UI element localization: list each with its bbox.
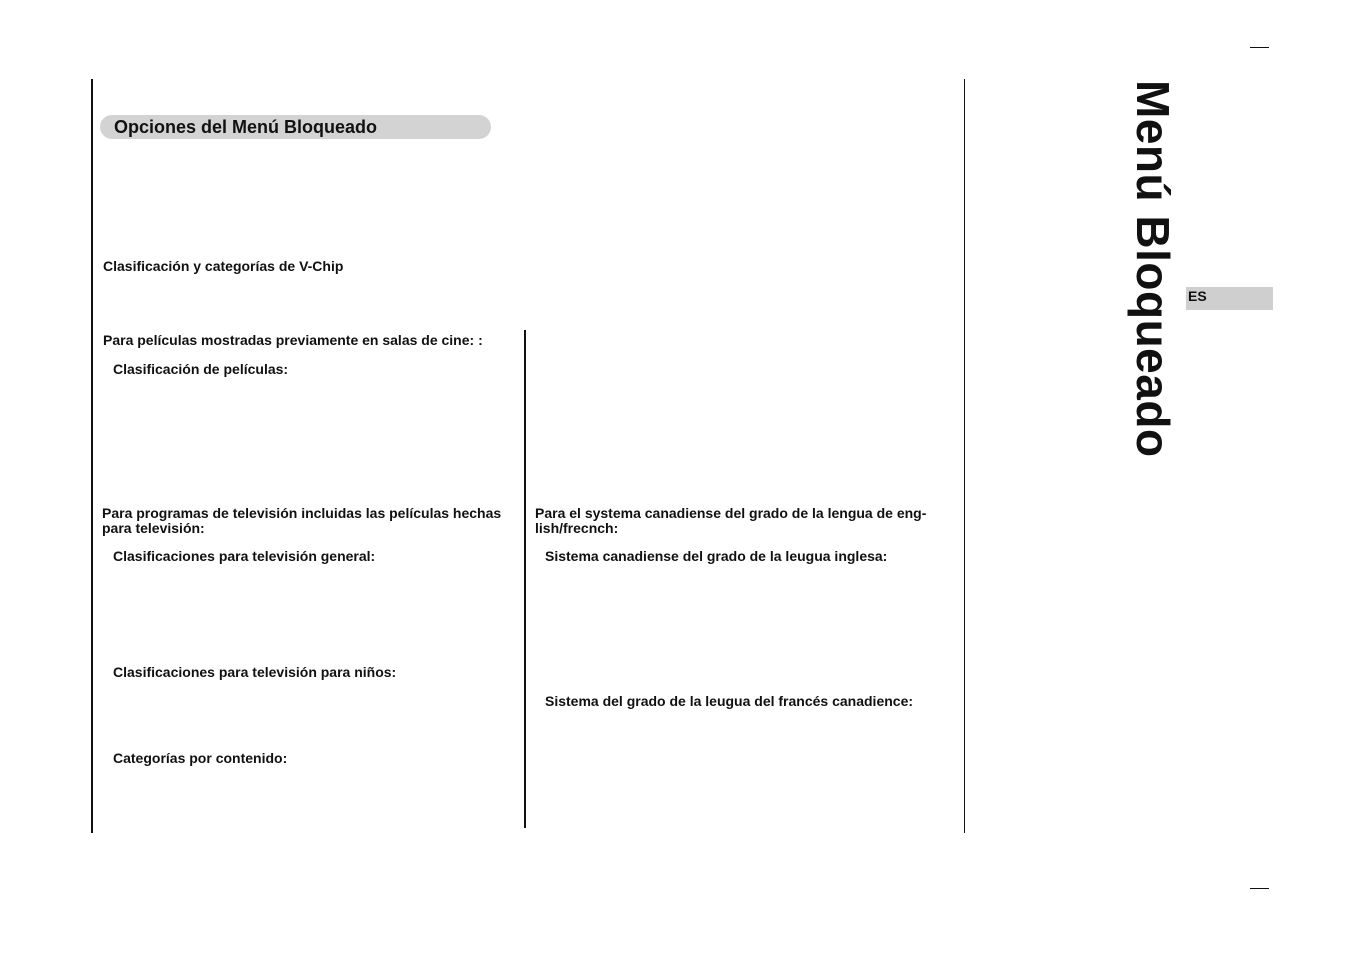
tv-programs-heading: Para programas de televisión incluidas las películas hechas para televisión:	[102, 505, 502, 536]
french-canadian-system-heading: Sistema del grado de la leugua del francés canadience:	[545, 693, 914, 709]
tv-general-ratings-heading: Clasificaciones para televisión general:	[113, 548, 376, 564]
english-canadian-system-heading: Sistema canadiense del grado de la leugua inglesa:	[545, 548, 888, 564]
content-categories-heading: Categorías por contenido:	[113, 750, 288, 766]
column-divider-rule	[524, 330, 526, 828]
crop-mark-bottom	[1250, 888, 1269, 889]
movie-ratings-heading: Clasificación de películas:	[113, 361, 289, 377]
movies-heading: Para películas mostradas previamente en salas de cine: :	[103, 332, 483, 348]
language-tab: ES	[1186, 287, 1273, 310]
crop-mark-top	[1250, 47, 1269, 48]
vchip-heading: Clasificación y categorías de V-Chip	[103, 258, 344, 274]
section-title: Opciones del Menú Bloqueado	[100, 115, 491, 139]
canadian-system-heading: Para el systema canadiense del grado de la lengua de eng-lish/frecnch:	[535, 505, 927, 536]
left-margin-rule	[91, 79, 93, 833]
tv-children-ratings-heading: Clasificaciones para televisión para niños:	[113, 664, 397, 680]
side-chapter-title: Menú Bloqueado	[1127, 80, 1179, 458]
right-margin-rule	[964, 79, 965, 833]
